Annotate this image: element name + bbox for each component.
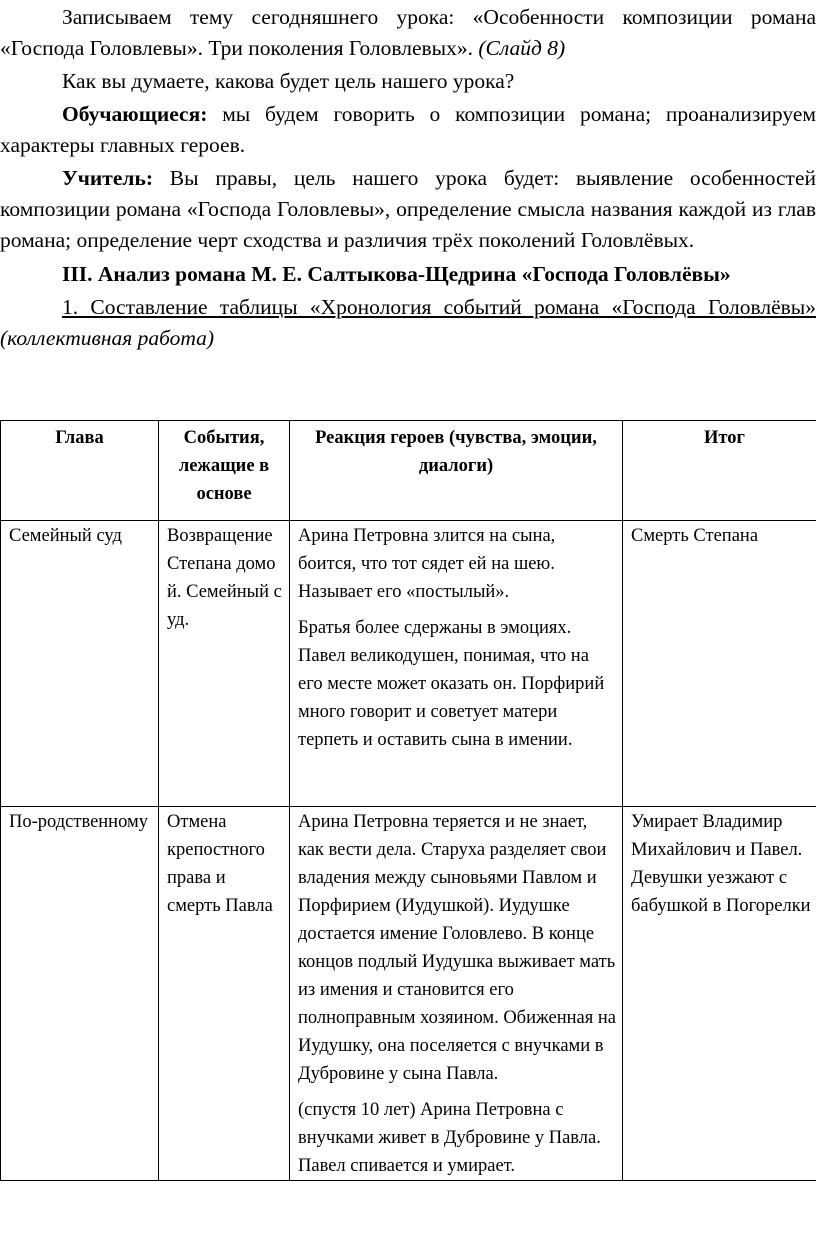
cell-chapter: По-родственному — [1, 807, 159, 1181]
reaction-paragraph: Арина Петровна теряется и не знает, как вести дела. Старуха разделяет свои владения между сыновьями Павлом и Порфирием (Иудушкой). Иудушке достается имение Головлево. В конце концов подлый Иудушка выживает мать из имения и становится его полноправным хозяином. Обиженная на Иудушку, она поселяется с внучками в Дубровине у сына Павла. — [298, 812, 616, 1084]
table-row — [1, 521, 816, 807]
header-chapter: Глава — [1, 421, 159, 521]
header-reaction: Реакция героев (чувства, эмоции, диалоги) — [290, 421, 623, 521]
header-events: События, лежащие в основе — [159, 421, 290, 521]
reaction-paragraph: (спустя 10 лет) Арина Петровна с внучками живет в Дубровине у Павла. Павел спивается и умирает. — [298, 1100, 601, 1176]
header-result: Итог — [623, 421, 816, 521]
cell-events: Возвращение Степана домой. Семейный суд. — [159, 521, 290, 807]
cell-result: Смерть Степана — [623, 521, 816, 807]
section-heading — [0, 259, 816, 290]
table-row — [1, 807, 816, 1181]
reaction-paragraph: Братья более сдержаны в эмоциях. Павел великодушен, понимая, что на его месте может оказать он. Порфирий много говорит и советует матери терпеть и оставить сына в имении. — [298, 618, 605, 750]
cell-result: Умирает Владимир Михайлович и Павел. Девушки уезжают с бабушкой в Погорелки — [623, 807, 816, 1181]
section-heading-text: III. Анализ романа М. Е. Салтыкова-Щедрина «Господа Головлёвы» — [62, 262, 731, 286]
document-page — [0, 0, 816, 354]
cell-events: Отмена крепостного права и смерть Павла — [159, 807, 290, 1181]
students-paragraph — [0, 99, 816, 161]
slide-reference: (Слайд 8) — [478, 36, 566, 60]
lesson-topic-paragraph — [0, 2, 816, 64]
teacher-paragraph — [0, 163, 816, 256]
lesson-topic-text: Записываем тему сегодняшнего урока: «Особенности композиции романа «Господа Головлевы». Три поколения Головлевых». — [0, 5, 816, 60]
task-note: (коллективная работа) — [0, 326, 215, 350]
question-paragraph: Как вы думаете, какова будет цель нашего урока? — [62, 69, 515, 93]
teacher-text: Вы правы, цель нашего урока будет: выявление особенностей композиции романа «Господа Головлевы», определение смысла названия каждой из глав романа; определение черт сходства и различия трёх поколений Головлёвых. — [0, 166, 816, 252]
chronology-table — [0, 420, 816, 1181]
task-paragraph — [0, 292, 816, 354]
teacher-label: Учитель: — [62, 166, 153, 190]
table-header-row — [1, 421, 816, 521]
task-title: 1. Составление таблицы «Хронология событий романа «Господа Головлёвы» — [62, 295, 816, 319]
students-label: Обучающиеся: — [62, 102, 208, 126]
cell-reaction — [290, 521, 623, 807]
cell-reaction — [290, 807, 623, 1181]
reaction-paragraph: Арина Петровна злится на сына, боится, что тот сядет ей на шею. Называет его «постылый». — [298, 526, 556, 602]
students-text: мы будем говорить о композиции романа; проанализируем характеры главных героев. — [0, 102, 816, 157]
cell-chapter: Семейный суд — [1, 521, 159, 807]
